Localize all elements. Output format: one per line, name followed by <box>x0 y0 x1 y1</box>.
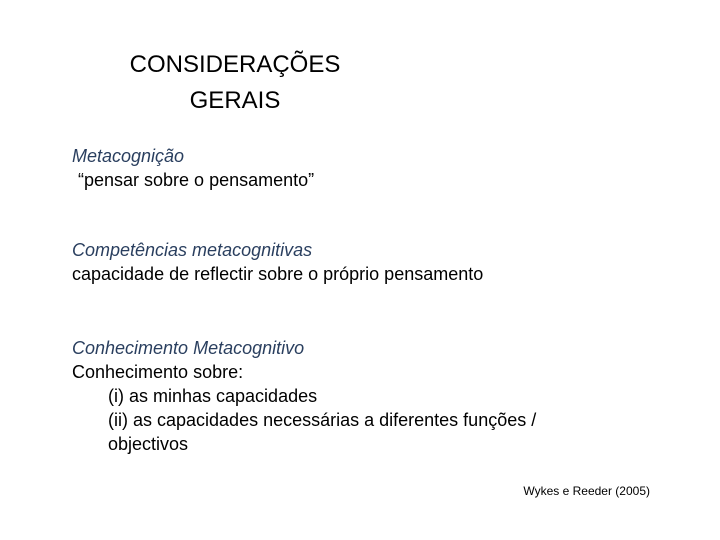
section-metacognicao <box>72 144 672 192</box>
slide-title <box>70 47 400 119</box>
section-text: “pensar sobre o pensamento” <box>78 170 315 190</box>
section-heading: Conhecimento Metacognitivo <box>72 338 305 358</box>
citation: Wykes e Reeder (2005) <box>523 484 650 498</box>
list-item: (ii) as capacidades necessárias a diferentes funções / objectivos <box>108 410 537 454</box>
section-heading: Competências metacognitivas <box>72 240 313 260</box>
section-competencias-metacognitivas <box>72 238 672 286</box>
section-text: Conhecimento sobre: <box>72 362 244 382</box>
section-conhecimento-metacognitivo <box>72 336 672 456</box>
slide-title-line-1: CONSIDERAÇÕES <box>129 51 341 78</box>
slide-title-line-2: GERAIS <box>189 87 281 114</box>
section-heading: Metacognição <box>72 146 185 166</box>
section-text: capacidade de reflectir sobre o próprio pensamento <box>72 264 484 284</box>
list-item: (i) as minhas capacidades <box>108 386 318 406</box>
